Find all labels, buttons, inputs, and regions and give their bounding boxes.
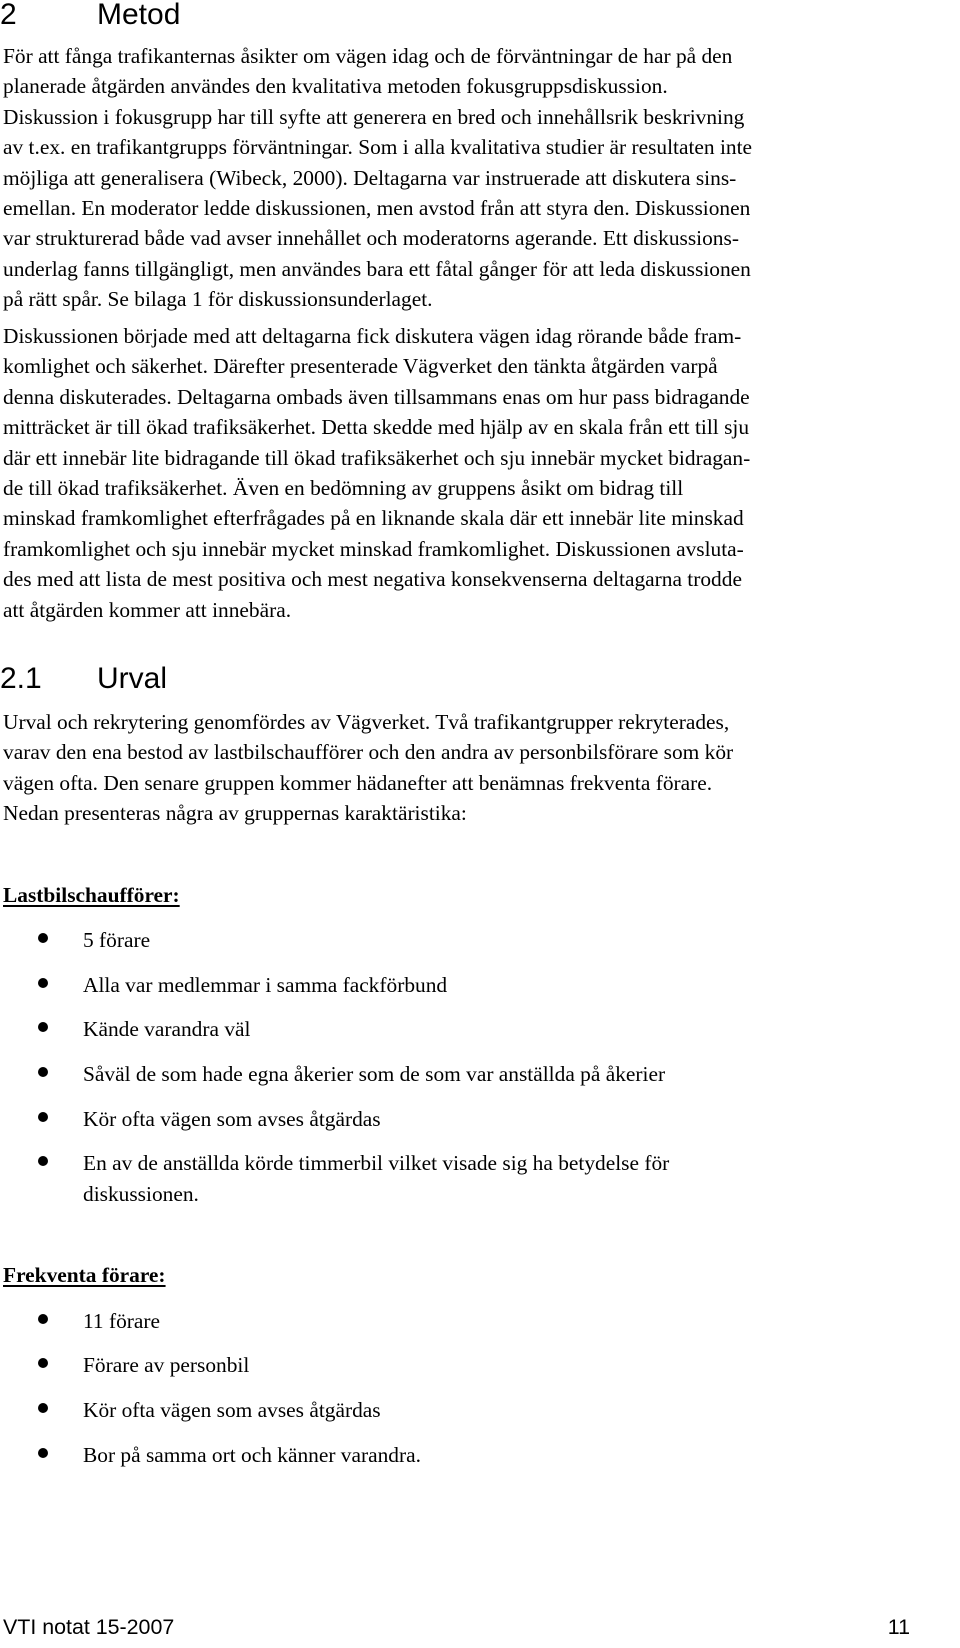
paragraph-line: Diskussionen började med att deltagarna fick diskutera vägen idag rörande både fram- xyxy=(3,324,742,348)
subsection-title: Urval xyxy=(97,662,168,695)
paragraph-line: emellan. En moderator ledde diskussionen, men avstod från att styra den. Diskussionen xyxy=(3,196,751,221)
list-item-text xyxy=(83,1104,381,1135)
list-item-text xyxy=(83,1440,421,1471)
group-label-frequent-drivers: Frekventa förare: xyxy=(3,1263,166,1287)
list-item-line: Kör ofta vägen som avses åtgärdas xyxy=(83,1398,381,1422)
paragraph-line: vägen ofta. Den senare gruppen kommer hädanefter att benämnas frekventa förare. xyxy=(3,770,713,795)
paragraph-line: Nedan presenteras några av gruppernas karaktäristika: xyxy=(3,801,467,826)
paragraph-line: möjliga att generalisera (Wibeck, 2000). Deltagarna var instruerade att diskutera sins- xyxy=(3,165,737,190)
footer-page-number: 11 xyxy=(887,1615,910,1639)
bullet-icon xyxy=(38,1067,48,1077)
paragraph-line: För att fånga trafikanternas åsikter om vägen idag och de förväntningar de har på den xyxy=(3,44,733,68)
subsection-number: 2.1 xyxy=(0,662,42,695)
list-item-text xyxy=(83,1350,249,1381)
paragraph-line: där ett innebär lite bidragande till ökad trafiksäkerhet och sju innebär mycket bidragan- xyxy=(3,445,751,470)
paragraph-line: mitträcket är till ökad trafiksäkerhet. Detta skedde med hjälp av en skala från ett till sju xyxy=(3,415,750,440)
section-number: 2 xyxy=(0,0,17,31)
bullet-icon xyxy=(38,978,48,988)
paragraph-line: Urval och rekrytering genomfördes av Vägverket. Två trafikantgrupper rekryterades, xyxy=(3,710,730,734)
list-item-line: Bor på samma ort och känner varandra. xyxy=(83,1443,421,1467)
paragraph-line: komlighet och säkerhet. Därefter presenterade Vägverket den tänkta åtgärden varpå xyxy=(3,354,718,379)
paragraph-line: de till ökad trafiksäkerhet. Även en bedömning av gruppens åsikt om bidrag till xyxy=(3,476,684,501)
paragraph-line: planerade åtgärden användes den kvalitativa metoden fokusgruppsdiskussion. xyxy=(3,74,668,99)
list-item-line: Alla var medlemmar i samma fackförbund xyxy=(83,973,448,997)
list-item-text xyxy=(83,1014,250,1045)
paragraph-method-intro xyxy=(3,41,948,315)
paragraph-discussion xyxy=(3,321,948,625)
list-item-text xyxy=(83,970,447,1001)
paragraph-line: av t.ex. en trafikantgrupps förväntningar. Som i alla kvalitativa studier är resultaten inte xyxy=(3,135,753,160)
bullet-icon xyxy=(38,1156,48,1166)
paragraph-line: på rätt spår. Se bilaga 1 för diskussionsunderlaget. xyxy=(3,287,433,312)
list-item-text xyxy=(83,1306,160,1337)
bullet-icon xyxy=(38,1448,48,1458)
list-item-line: Kände varandra väl xyxy=(83,1017,251,1041)
list-item-line: En av de anställda körde timmerbil vilket visade sig ha betydelse för xyxy=(83,1151,670,1175)
footer-report-id: VTI notat 15-2007 xyxy=(3,1615,175,1639)
bullet-icon xyxy=(38,1022,48,1032)
paragraph-selection xyxy=(3,707,948,829)
list-item-line: 5 förare xyxy=(83,928,151,952)
bullet-icon xyxy=(38,1358,48,1368)
bullet-icon xyxy=(38,1314,48,1324)
list-item-text xyxy=(83,1395,381,1426)
list-item-line: Kör ofta vägen som avses åtgärdas xyxy=(83,1107,381,1131)
list-item-line: 11 förare xyxy=(83,1309,160,1333)
list-item-line: diskussionen. xyxy=(83,1182,199,1206)
paragraph-line: denna diskuterades. Deltagarna ombads även tillsammans enas om hur pass bidragande xyxy=(3,384,750,409)
section-heading xyxy=(0,0,180,30)
paragraph-line: var strukturerad både vad avser innehållet och moderatorns agerande. Ett diskussions- xyxy=(3,226,739,251)
list-item-line: Såväl de som hade egna åkerier som de som var anställda på åkerier xyxy=(83,1062,666,1086)
bullet-icon xyxy=(38,1112,48,1122)
paragraph-line: minskad framkomlighet efterfrågades på en liknande skala där ett innebär lite minskad xyxy=(3,506,744,531)
list-item-text xyxy=(83,925,150,956)
bullet-icon xyxy=(38,1403,48,1413)
list-item-text xyxy=(83,1059,665,1090)
paragraph-line: Diskussion i fokusgrupp har till syfte att generera en bred och innehållsrik beskrivning xyxy=(3,104,745,129)
subsection-heading xyxy=(0,664,167,694)
list-item-text xyxy=(83,1148,669,1210)
paragraph-line: varav den ena bestod av lastbilschaufförer och den andra av personbilsförare som kör xyxy=(3,740,734,765)
paragraph-line: underlag fanns tillgängligt, men användes bara ett fåtal gånger för att leda diskussionen xyxy=(3,256,751,281)
paragraph-line: des med att lista de mest positiva och mest negativa konsekvenserna deltagarna trodde xyxy=(3,567,742,592)
bullet-icon xyxy=(38,933,48,943)
list-item-line: Förare av personbil xyxy=(83,1353,250,1377)
paragraph-line: att åtgärden kommer att innebära. xyxy=(3,597,292,622)
paragraph-line: framkomlighet och sju innebär mycket minskad framkomlighet. Diskussionen avsluta- xyxy=(3,536,744,561)
group-label-truck-drivers: Lastbilschaufförer: xyxy=(3,883,180,907)
section-title: Metod xyxy=(97,0,181,31)
